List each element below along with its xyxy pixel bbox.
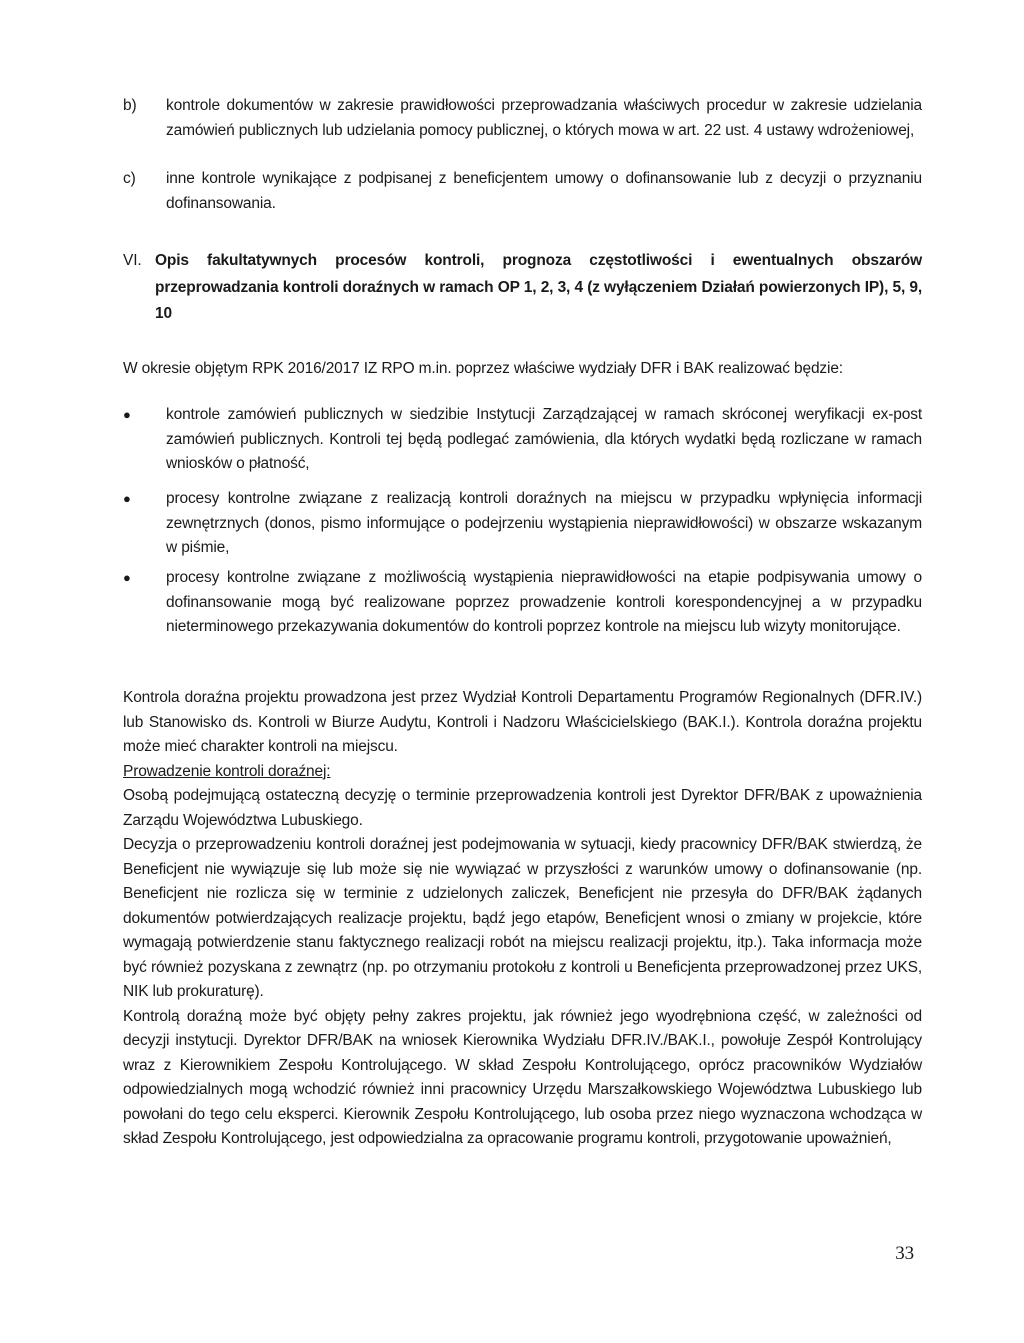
section-number: VI. xyxy=(123,252,142,269)
subheading: Prowadzenie kontroli doraźnej: xyxy=(123,762,331,780)
bullet-text: procesy kontrolne związane z możliwością wystąpienia nieprawidłowości na etapie podpisywania umowy o dofinansowanie mogą być realizowane poprzez prowadzenie kontroli korespondencyjnej a w przypadku nieterminowego przekazywania dokumentów do kontroli poprzez kontrole na miejscu lub wizyty monitorujące. xyxy=(166,569,922,635)
bullet-text: kontrole zamówień publicznych w siedzibie Instytucji Zarządzającej w ramach skróconej weryfikacji ex-post zamówień publicznych. Kontroli tej będą podlegać zamówienia, dla których wydatki będą rozliczane w ramach wniosków o płatność, xyxy=(166,406,922,472)
intro-paragraph: W okresie objętym RPK 2016/2017 IZ RPO m.in. poprzez właściwe wydziały DFR i BAK realizować będzie: xyxy=(123,360,843,377)
bullet-text: procesy kontrolne związane z realizacją kontroli doraźnych na miejscu w przypadku wpłynięcia informacji zewnętrznych (donos, pismo informujące o podejrzeniu wystąpienia nieprawidłowości) w obszarze wskazanym w piśmie, xyxy=(166,490,922,556)
paragraph-4: Kontrolą doraźną może być objęty pełny zakres projektu, jak również jego wyodrębniona część, w zależności od decyzji instytucji. Dyrektor DFR/BAK na wniosek Kierownika Wydziału DFR.IV./BAK.I., powołuje Zespół Kontrolujący wraz z Kierownikiem Zespołu Kontrolującego. W skład Zespołu Kontrolującego, oprócz pracowników Wydziałów odpowiedzialnych mogą wchodzić również inni pracownicy Urzędu Marszałkowskiego Województwa Lubuskiego lub powołani do tego celu eksperci. Kierownik Zespołu Kontrolującego, lub osoba przez niego wyznaczona wchodząca w skład Zespołu Kontrolującego, jest odpowiedzialna za opracowanie programu kontroli, przygotowanie upoważnień, xyxy=(123,1007,922,1147)
paragraph-3: Decyzja o przeprowadzeniu kontroli doraźnej jest podejmowania w sytuacji, kiedy pracownicy DFR/BAK stwierdzą, że Beneficjent nie wywiązuje się lub może się nie wywiązać w przyszłości z warunków umowy o dofinansowanie (np. Beneficjent nie rozlicza się w terminie z udzielonych zaliczek, Beneficjent nie przesyła do DFR/BAK żądanych dokumentów potwierdzających realizacje projektu, bądź jego etapów, Beneficjent wnosi o zmiany w projekcie, które wymagają potwierdzenie stanu faktycznego realizacji robót na miejscu realizacji projektu, itp.). Taka informacja może być również pozyskana z zewnątrz (np. po otrzymaniu protokołu z kontroli u Beneficjenta przeprowadzonej przez UKS, NIK lub prokuraturę). xyxy=(123,836,922,1000)
section-heading xyxy=(123,248,922,328)
list-text-c: inne kontrole wynikające z podpisanej z beneficjentem umowy o dofinansowanie lub z decyzji o przyznaniu dofinansowania. xyxy=(166,170,922,212)
bullet-item xyxy=(123,566,922,640)
list-label-c: c) xyxy=(123,170,136,187)
bullet-dot-icon: ● xyxy=(123,407,131,422)
list-text-b: kontrole dokumentów w zakresie prawidłowości przeprowadzania właściwych procedur w zakresie udzielania zamówień publicznych lub udzielania pomocy publicznej, o których mowa w art. 22 ust. 4 ustawy wdrożeniowej, xyxy=(166,97,922,139)
paragraph-2: Osobą podejmującą ostateczną decyzję o terminie przeprowadzenia kontroli jest Dyrektor DFR/BAK z upoważnienia Zarządu Województwa Lubuskiego. xyxy=(123,787,922,829)
page-number: 33 xyxy=(895,1243,914,1264)
section-title: Opis fakultatywnych procesów kontroli, prognoza częstotliwości i ewentualnych obszarów przeprowadzania kontroli doraźnych w ramach OP 1, 2, 3, 4 (z wyłączeniem Działań powierzonych IP), 5, 9, 10 xyxy=(155,252,922,322)
body-text xyxy=(123,686,922,1152)
paragraph-1: Kontrola doraźna projektu prowadzona jest przez Wydział Kontroli Departamentu Programów Regionalnych (DFR.IV.) lub Stanowisko ds. Kontroli w Biurze Audytu, Kontroli i Nadzoru Właścicielskiego (BAK.I.). Kontrola doraźna projektu może mieć charakter kontroli na miejscu. xyxy=(123,689,922,755)
list-item-b xyxy=(123,94,922,143)
bullet-item xyxy=(123,403,922,477)
bullet-dot-icon: ● xyxy=(123,491,131,506)
bullet-item xyxy=(123,487,922,561)
list-item-c xyxy=(123,167,922,216)
bullet-dot-icon: ● xyxy=(123,570,131,585)
list-label-b: b) xyxy=(123,97,137,114)
